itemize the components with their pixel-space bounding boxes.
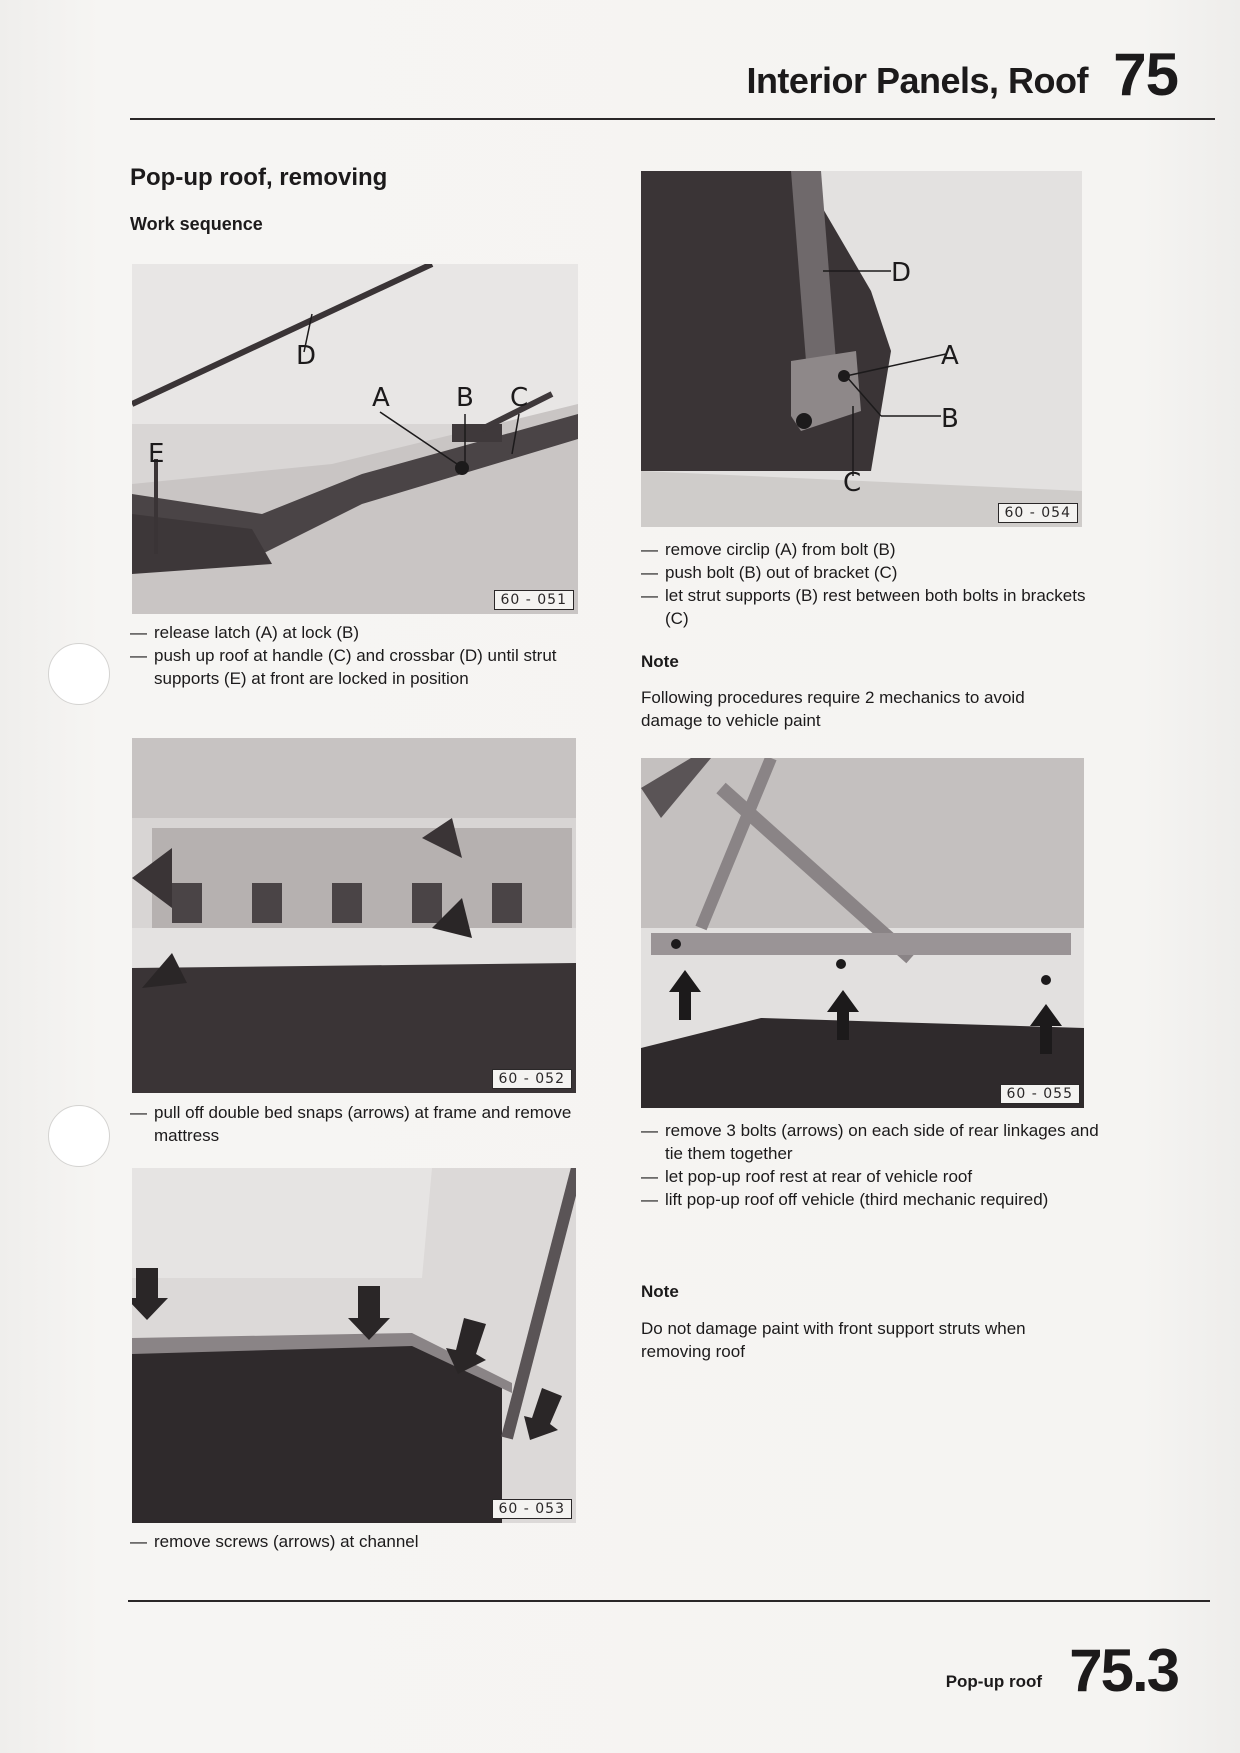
step-item: — remove screws (arrows) at channel: [130, 1530, 590, 1553]
steps-list-5: [641, 1119, 1101, 1211]
steps-list-4: [641, 538, 1101, 630]
note-heading: Note: [641, 1282, 679, 1301]
punch-hole-bottom: [48, 1105, 110, 1167]
figure-60-052: [132, 738, 576, 1093]
figure-tag: 60 - 051: [494, 590, 575, 610]
label-b: B: [941, 404, 959, 434]
steps-list-2: [130, 1101, 590, 1147]
figure-60-055: [641, 758, 1084, 1108]
figure-60-054: [641, 171, 1082, 527]
label-c: C: [510, 383, 529, 413]
chapter-number: 75: [1113, 41, 1178, 108]
figure-60-051-illustration: [132, 264, 578, 614]
step-item: — remove circlip (A) from bolt (B): [641, 538, 1101, 561]
label-b: B: [456, 383, 474, 413]
label-e: E: [148, 439, 165, 469]
steps-list-3: [130, 1530, 590, 1553]
step-item: — remove 3 bolts (arrows) on each side of rear linkages and tie them together: [641, 1119, 1101, 1165]
section-title: Pop-up roof, removing: [130, 164, 388, 191]
figure-tag: 60 - 052: [492, 1069, 573, 1089]
step-item: — let pop-up roof rest at rear of vehicle roof: [641, 1165, 1101, 1188]
figure-60-055-illustration: [641, 758, 1084, 1108]
label-d: D: [891, 258, 912, 288]
figure-60-052-illustration: [132, 738, 576, 1093]
figure-60-054-illustration: [641, 171, 1082, 527]
header-rule: [130, 118, 1215, 120]
label-a: A: [372, 383, 390, 413]
figure-tag: 60 - 055: [1000, 1084, 1081, 1104]
note-text: Following procedures require 2 mechanics to avoid damage to vehicle paint: [641, 688, 1025, 730]
step-item: — let strut supports (B) rest between both bolts in brackets (C): [641, 584, 1101, 630]
label-a: A: [941, 341, 959, 371]
step-item: — push up roof at handle (C) and crossbar (D) until strut supports (E) at front are locked in position: [130, 644, 570, 690]
step-item: — release latch (A) at lock (B): [130, 621, 570, 644]
step-item: — pull off double bed snaps (arrows) at frame and remove mattress: [130, 1101, 590, 1147]
figure-tag: 60 - 054: [998, 503, 1079, 523]
punch-hole-top: [48, 643, 110, 705]
note-heading: Note: [641, 652, 679, 671]
label-d: D: [296, 341, 317, 371]
chapter-title: Interior Panels, Roof: [746, 60, 1088, 101]
footer-rule: [128, 1600, 1210, 1602]
figure-tag: 60 - 053: [492, 1499, 573, 1519]
figure-60-051: [132, 264, 578, 614]
label-c: C: [843, 468, 862, 498]
section-subtitle: Work sequence: [130, 214, 263, 234]
step-item: — lift pop-up roof off vehicle (third mechanic required): [641, 1188, 1101, 1211]
step-item: — push bolt (B) out of bracket (C): [641, 561, 1101, 584]
figure-60-053-illustration: [132, 1168, 576, 1523]
note-text: Do not damage paint with front support struts when removing roof: [641, 1319, 1026, 1361]
steps-list-1: [130, 621, 570, 690]
footer-title: Pop-up roof: [945, 1672, 1042, 1691]
figure-60-053: [132, 1168, 576, 1523]
page-number: 75.3: [1069, 1637, 1178, 1704]
